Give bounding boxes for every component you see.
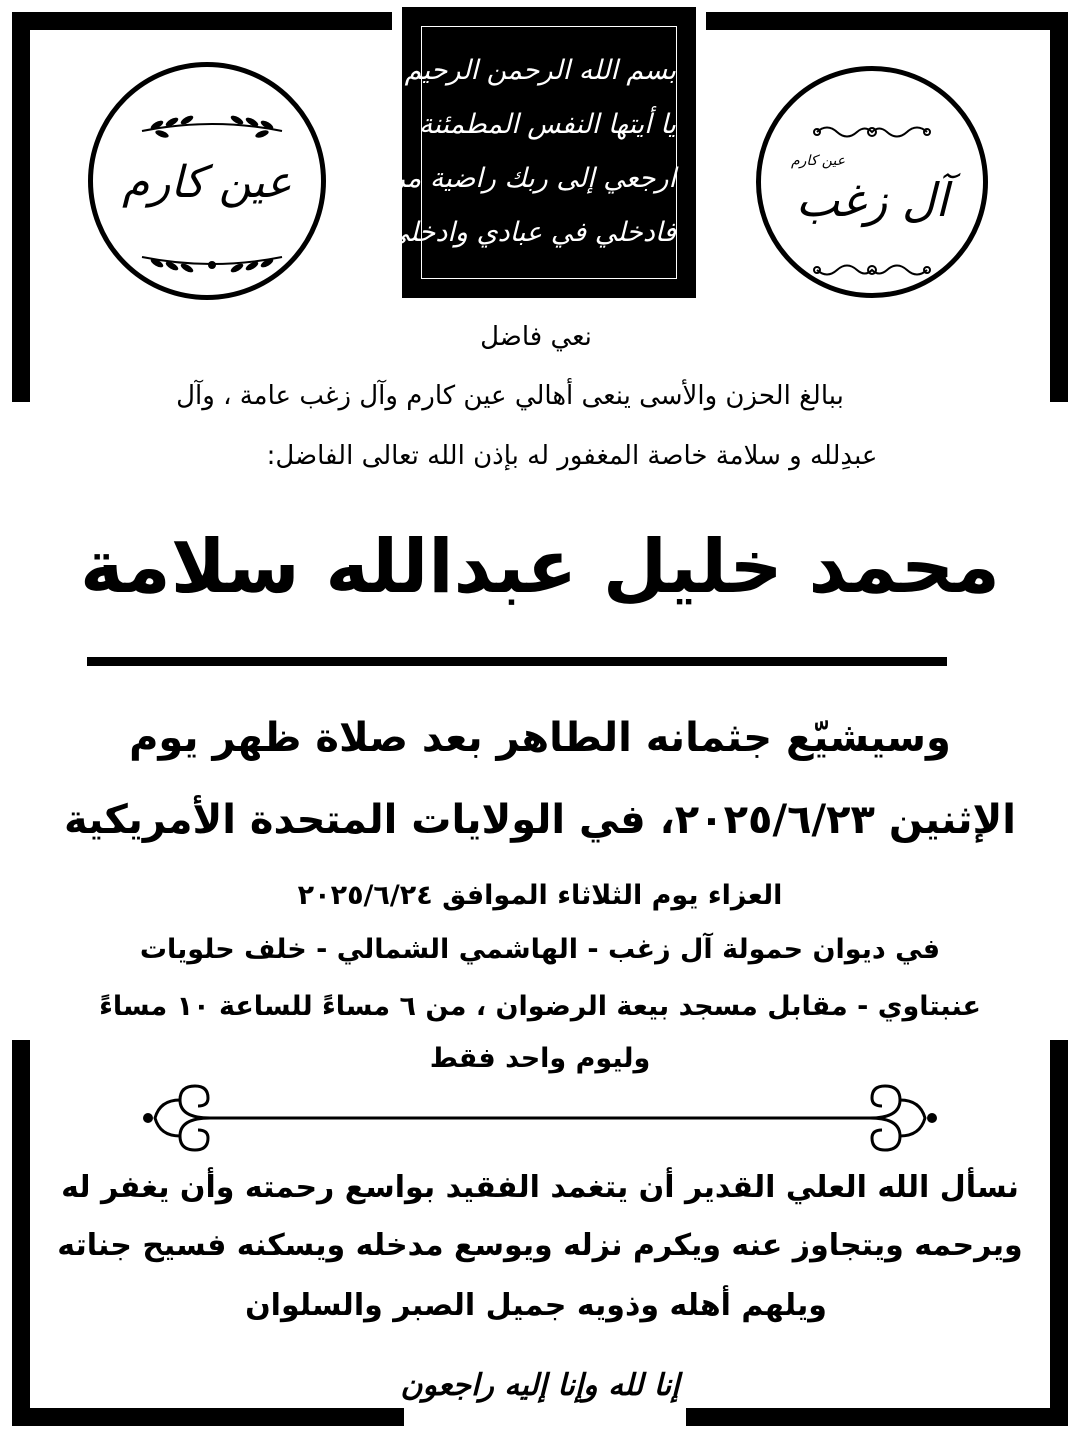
- prayer-line-3: ويلهم أهله وذويه جميل الصبر والسلوان: [245, 1288, 827, 1323]
- prayer-line-1: نسأل الله العلي القدير أن يتغمد الفقيد بواسع رحمته وأن يغفر له: [61, 1170, 1019, 1205]
- right-seal-small-text: عين كارم: [791, 153, 846, 169]
- prayer-line-2: ويرحمه ويتجاوز عنه ويكرم نزله ويوسع مدخله ويسكنه فسيح جناته: [57, 1228, 1023, 1263]
- announcement-heading: نعي فاضل: [480, 322, 592, 352]
- ornamental-divider-icon: [140, 1078, 940, 1158]
- ornament-top-icon: [807, 121, 937, 143]
- left-seal-text: عين كارم: [122, 157, 292, 208]
- deceased-name: محمد خليل عبدالله سلامة: [80, 524, 1000, 610]
- left-seal: [88, 62, 326, 300]
- condolence-line-4: وليوم واحد فقط: [429, 1043, 651, 1074]
- right-seal-text: آل زغب: [795, 173, 949, 227]
- laurel-top-icon: [137, 113, 287, 143]
- condolence-line-1: العزاء يوم الثلاثاء الموافق ٢٠٢٥/٦/٢٤: [297, 880, 783, 911]
- ornament-bottom-icon: [807, 259, 937, 281]
- footer-calligraphy: إنا لله وإنا إليه راجعون: [400, 1368, 680, 1403]
- verse-line: فادخلي في عبادي وادخلي جنتي: [323, 217, 676, 248]
- condolence-line-2: في ديوان حمولة آل زغب - الهاشمي الشمالي - خلف حلويات: [139, 934, 941, 965]
- divider-bar: [87, 657, 947, 666]
- announcement-line-1: ببالغ الحزن والأسى ينعى أهالي عين كارم وآل زغب عامة ، وآل: [176, 381, 844, 411]
- funeral-line-2: الإثنين ٢٠٢٥/٦/٢٣، في الولايات المتحدة الأمريكية: [63, 797, 1017, 843]
- verse-line: يا أيتها النفس المطمئنة: [418, 109, 676, 140]
- verse-line: بسم الله الرحمن الرحيم: [404, 55, 676, 86]
- laurel-bottom-icon: [137, 245, 287, 275]
- funeral-line-1: وسيشيّع جثمانه الطاهر بعد صلاة ظهر يوم: [129, 715, 951, 761]
- condolence-line-3: عنبتاوي - مقابل مسجد بيعة الرضوان ، من ٦ مساءً للساعة ١٠ مساءً: [99, 991, 981, 1022]
- verse-line: ارجعي إلى ربك راضية مرضية: [346, 163, 676, 194]
- announcement-line-2: عبدِلله و سلامة خاصة المغفور له بإذن الله تعالى الفاضل:: [266, 441, 878, 471]
- right-seal: [756, 66, 988, 298]
- quran-verse-box: [323, 10, 693, 295]
